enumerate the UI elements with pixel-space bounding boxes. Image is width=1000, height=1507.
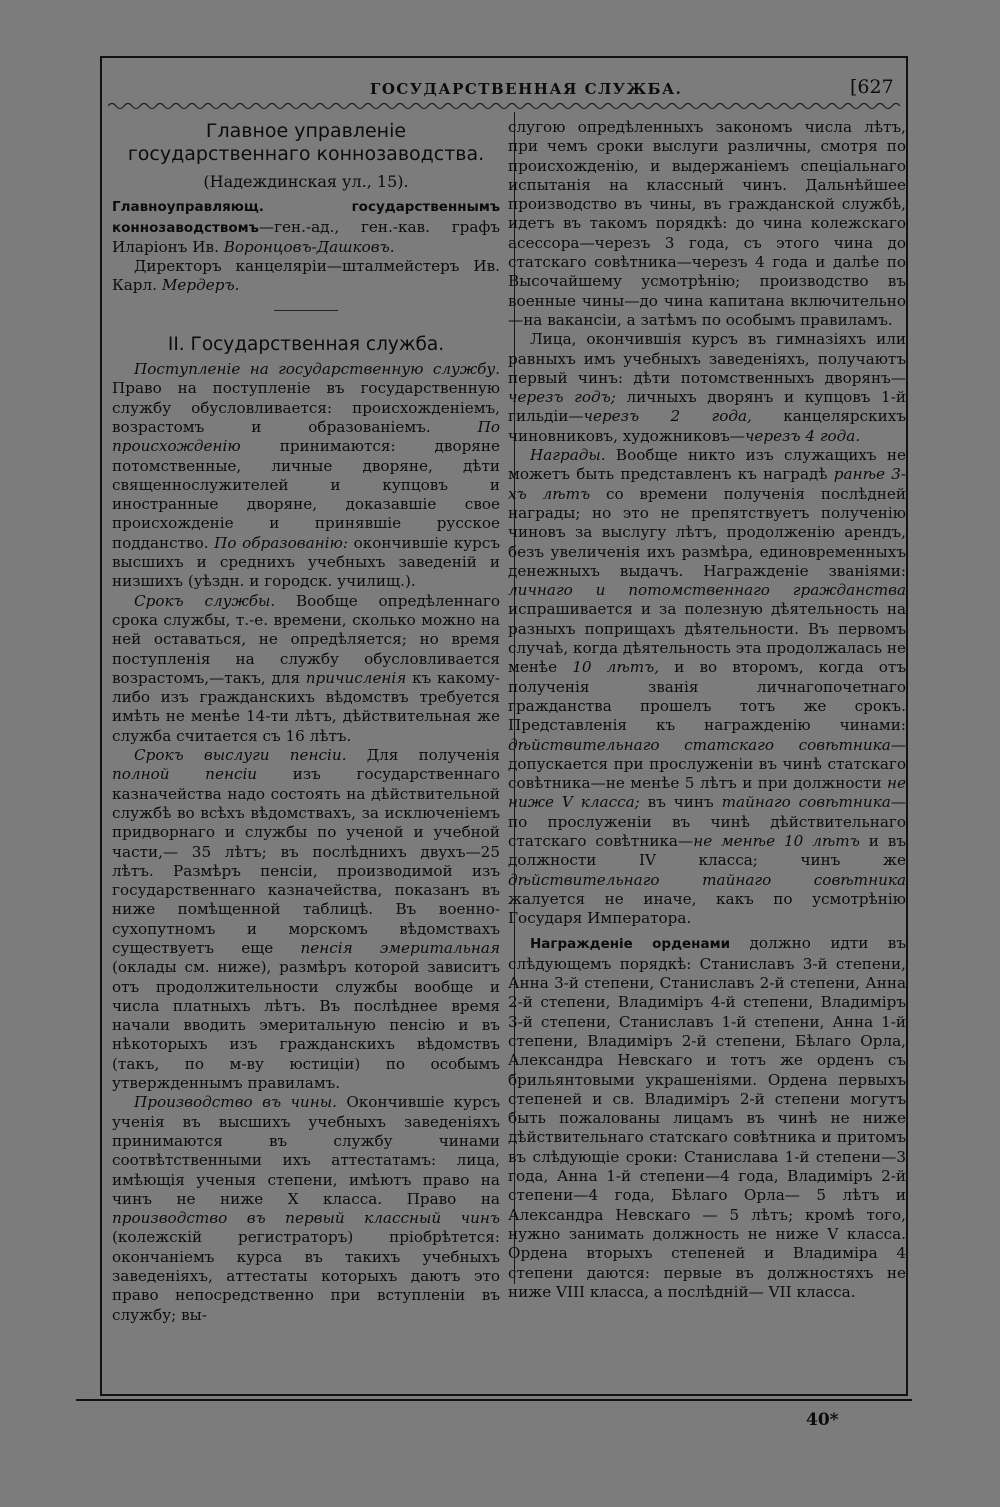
promotion-italic-1: производство въ первый классный чинъ <box>112 1209 500 1228</box>
entry-lead: Поступленіе на государственную службу. <box>134 360 500 379</box>
chief-name: Воронцовъ-Дашковъ. <box>223 237 395 256</box>
promotion-text-2: (колежскій регистраторъ) пріобрѣтется: окончаніемъ курса въ такихъ учебныхъ заведеніяхъ, аттестаты которыхъ даютъ это право непосредственно при вступленіи въ службу; вы- <box>112 1228 500 1324</box>
gymn-text-3: канцелярскихъ чиновниковъ, художниковъ— <box>508 407 906 445</box>
promotion-lead: Производство въ чины. <box>134 1093 337 1112</box>
chief-paragraph <box>112 197 500 257</box>
bottom-rule <box>76 1399 912 1401</box>
awards-text-5: —допускается при прослуженіи въ чинѣ статскаго совѣтника—не менѣе 5 лѣтъ и при должности <box>508 735 906 793</box>
director-name: Мердеръ. <box>161 276 240 295</box>
awards-text-9: жалуется не иначе, какъ по усмотрѣнію Государя Императора. <box>508 889 906 928</box>
gymn-text-1: Лица, окончившія курсъ въ гимназіяхъ или равныхъ имъ учебныхъ заведеніяхъ, получаютъ первый чинъ: дѣти потомственныхъ дворянъ— <box>508 330 906 387</box>
gymn-italic-1: черезъ годъ; <box>508 388 616 407</box>
entry-italic-1: По происхожденію <box>112 417 501 456</box>
pension-text-1: Для полученія <box>366 746 501 765</box>
awards-italic-7: не менѣе 10 лѣтъ <box>693 831 860 850</box>
running-head: ГОСУДАРСТВЕННАЯ СЛУЖБА. <box>370 80 683 98</box>
pension-text-3: (оклады см. ниже), размѣръ которой зависитъ отъ продолжительности службы вообще и числа платныхъ лѣтъ. Въ послѣднее время начали вводить эмеритальную пенсію и въ нѣкоторыхъ изъ гражданскихъ вѣдомствъ (такъ, по м-ву юстиціи) по особымъ утвержденнымъ правиламъ. <box>112 958 500 1093</box>
signature-mark: 40* <box>806 1410 839 1430</box>
awards-text-6: въ чинъ <box>647 793 714 812</box>
term-text-1: Вообще опредѣленнаго срока службы, т.-е. времени, сколько можно на ней оставаться, не опредѣляется; но время поступленія на службу обусловливается возрастомъ,—такъ, для <box>112 591 500 687</box>
awards-lead: Награды. <box>530 446 606 465</box>
entry-text-2: принимаются: дворяне потомственные, личные дворяне, дѣти священнослужителей и купцовъ и иностранные дворяне, доказавшіе свое происхожденіе и принявшіе русское подданство. <box>112 437 500 552</box>
gymn-italic-2: черезъ 2 года, <box>583 407 752 426</box>
paragraph-pension <box>112 746 500 1093</box>
entry-text-1: Право на поступленіе въ государственную службу обусловливается: происхожденіемъ, возрастомъ и образованіемъ. <box>112 379 500 436</box>
gymn-text-2: личныхъ дворянъ и купцовъ 1-й гильдіи— <box>508 388 906 426</box>
left-column <box>112 118 500 1325</box>
term-italic-1: причисленія <box>305 668 407 687</box>
director-text: Директоръ канцеляріи—шталмейстеръ Ив. Карл. <box>112 257 500 295</box>
paragraph-term <box>112 592 500 746</box>
orders-lead: Награжденіе орденами <box>530 936 731 953</box>
awards-text-2: со времени полученія послѣдней награды; но это не препятствуетъ полученію чиновъ за выслугу лѣтъ, продолженію арендъ, безъ увеличенія ихъ размѣра, единовременныхъ денежныхъ выдачъ. Награжденіе званіями: <box>508 484 906 580</box>
awards-text-1: Вообще никто изъ служащихъ не можетъ быть представленъ къ наградѣ <box>508 446 907 484</box>
header-ornament-rule <box>108 100 904 112</box>
awards-text-8: и въ должности IV класса; чинъ же <box>508 831 907 870</box>
orders-text-1: должно идти въ слѣдующемъ порядкѣ: Станиславъ 3-й степени, Анна 3-й степени, Станиславъ 2-й степени, Анна 2-й степени, Владиміръ 4-й степени, Владиміръ 3-й степени, Станиславъ 1-й степени, Анна 1-й степени, Владиміръ 2-й степени, Бѣлаго Орла, Александра Невскаго и тотъ же орденъ съ брильянтовыми украшеніями. Ордена первыхъ степеней и св. Владиміръ 2-й степени могутъ быть пожалованы лицамъ въ чинѣ не ниже дѣйствительнаго статскаго совѣтника и притомъ въ слѣдующіе сроки: Станислава 1-й степени—3 года, Анна 1-й степени—4 года, Владиміръ 2-й степени—4 года, Бѣлаго Орла— 5 лѣтъ и Александра Невскаго — 5 лѣтъ; кромѣ того, нужно занимать должность не ниже V класса. Ордена вторыхъ степеней и Владиміра 4 степени даются: первые въ должностяхъ не ниже VIII класса, а послѣдній— VII класса. <box>508 934 907 1301</box>
promotion-text-1: Окончившіе курсъ ученія въ высшихъ учебныхъ заведеніяхъ принимаются въ службу чинами соотвѣтственными ихъ аттестатамъ: лица, имѣющія ученыя степени, имѣютъ право на чинъ не ниже X класса. Право на <box>112 1093 500 1208</box>
entry-italic-2: По образованію: <box>214 533 348 552</box>
chief-label: Главноуправляющ. государственнымъ коннозаводствомъ <box>112 199 500 236</box>
section-title-state-service: II. Государственная служба. <box>167 333 445 355</box>
paragraph-entry <box>112 360 500 592</box>
paragraph-awards <box>508 446 906 928</box>
chief-text: —ген.-ад., ген.-кав. графъ Иларіонъ Ив. <box>112 217 500 256</box>
pension-italic-1: полной пенсіи <box>112 765 258 784</box>
section-separator <box>274 310 338 311</box>
awards-italic-8: дѣйствительнаго тайнаго совѣтника <box>508 870 906 889</box>
awards-italic-4: дѣйствительнаго статскаго совѣтника <box>508 735 891 754</box>
paragraph-orders <box>508 934 906 1302</box>
awards-italic-5: не ниже V класса; <box>508 774 907 812</box>
term-lead: Срокъ службы. <box>134 591 276 610</box>
awards-italic-1: ранѣе 3-хъ лѣтъ <box>508 465 907 503</box>
awards-italic-2: личнаго и потомственнаго гражданства <box>508 581 906 600</box>
awards-italic-3: 10 лѣтъ, <box>572 658 660 677</box>
awards-text-3: испрашивается и за полезную дѣятельность на разныхъ поприщахъ дѣятельности. Въ первомъ случаѣ, когда дѣятельность эта продолжалась не менѣе <box>508 600 906 677</box>
gymn-italic-3: черезъ 4 года. <box>744 426 861 445</box>
right-column <box>508 118 906 1302</box>
pension-lead: Срокъ выслуги пенсіи. <box>134 746 347 765</box>
pension-italic-2: пенсія эмеритальная <box>300 938 500 957</box>
term-text-2: къ какому-либо изъ гражданскихъ вѣдомствъ требуется имѣть не менѣе 14-ти лѣтъ, дѣйствительная же служба считается съ 16 лѣтъ. <box>112 668 501 745</box>
director-paragraph <box>112 257 500 296</box>
paragraph-continuation: слугою опредѣленныхъ закономъ числа лѣтъ, при чемъ сроки выслуги различны, смотря по происхожденію, и выдержаніемъ спеціальнаго испытанія на классный чинъ. Дальнѣйшее производство въ чины, въ гражданской службѣ, идетъ въ такомъ порядкѣ: до чина колежскаго асессора—черезъ 3 года, съ этого чина до статскаго совѣтника—черезъ 4 года и далѣе по Высочайшему усмотрѣнію; производство въ военные чины—до чина капитана включительно—на вакансіи, а затѣмъ по особымъ правиламъ. <box>508 118 906 329</box>
awards-text-7: —по прослуженіи въ чинѣ дѣйствительнаго статскаго совѣтника— <box>508 793 906 850</box>
page-number: [627 <box>850 76 894 98</box>
paragraph-gymnasium <box>508 330 906 446</box>
awards-text-4: и во второмъ, когда отъ полученія званія личнагопочетнаго гражданства прошелъ тотъ же срокъ. Представленія къ награжденію чинами: <box>508 658 906 735</box>
entry-text-3: окончившіе курсъ высшихъ и среднихъ учебныхъ заведеній и низшихъ (уѣздн. и городск. училищ.). <box>112 533 501 591</box>
pension-text-2: изъ государственнаго казначейства надо состоять на дѣйствительной службѣ во всѣхъ вѣдомствахъ, за исключеніемъ придворнаго и службы по ученой и учебной части,— 35 лѣтъ; въ послѣднихъ двухъ—25 лѣтъ. Размѣръ пенсіи, производимой изъ государственнаго казначейства, показанъ въ ниже помѣщенной таблицѣ. Въ военно-сухопутномъ и морскомъ вѣдомствахъ существуетъ еще <box>112 765 500 957</box>
awards-italic-6: тайнаго совѣтника <box>721 793 891 812</box>
paragraph-promotion <box>112 1093 500 1325</box>
section-address: (Надеждинская ул., 15). <box>203 172 409 191</box>
section-title-stud-farm: Главное управленіе государственнаго коннозаводства. <box>127 120 485 165</box>
